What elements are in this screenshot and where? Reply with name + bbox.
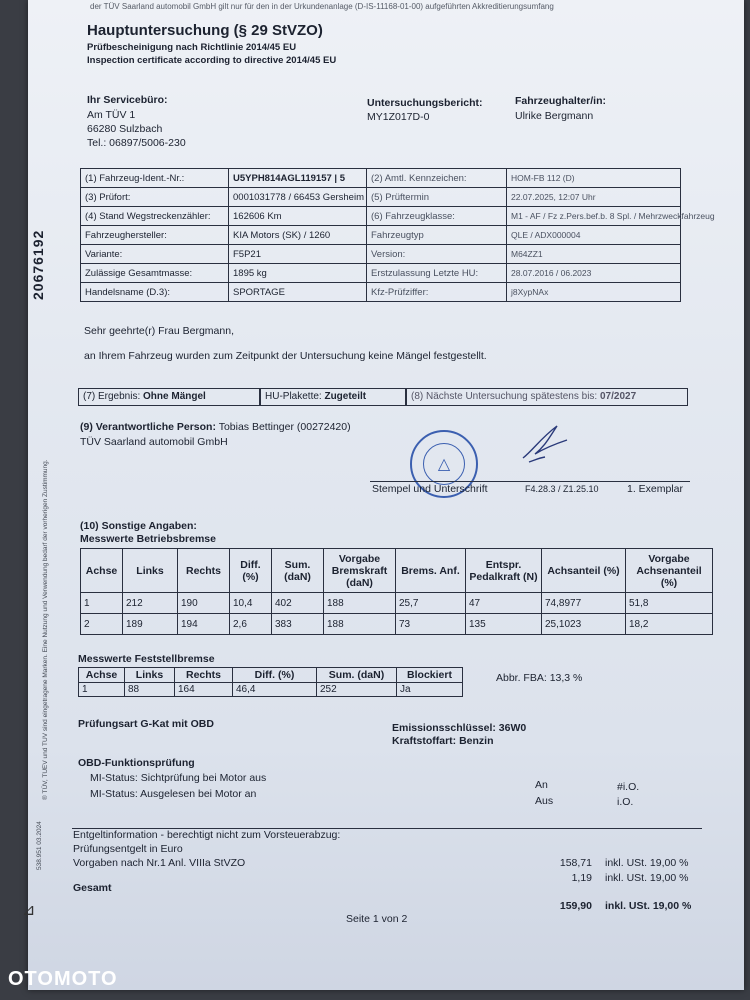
vehicle-field-value: HOM-FB 112 (D) [507,169,681,188]
parking-column-header: Links [125,668,175,683]
vehicle-field-value: j8XypNAx [507,283,681,302]
obd-heading: OBD-Funktionsprüfung [78,757,195,769]
brake-cell: 74,8977 [542,593,626,614]
vehicle-field-value: 22.07.2025, 12:07 Uhr [507,188,681,207]
vehicle-field-label: (2) Amtl. Kennzeichen: [367,169,507,188]
copy-number: 1. Exemplar [627,483,684,495]
vehicle-field-value: 0001031778 / 66453 Gersheim [229,188,367,207]
total-amount: 159,90 [559,900,592,912]
vehicle-info-row [81,207,681,226]
vehicle-field-label: Variante: [81,245,229,264]
vehicle-field-value: U5YPH814AGL119157 | 5 [229,169,367,188]
vehicle-field-value: 28.07.2016 / 06.2023 [507,264,681,283]
brake-cell: 190 [178,593,230,614]
responsible-person [80,421,351,433]
brake-cell: 18,2 [626,614,713,635]
parking-column-header: Diff. (%) [233,668,317,683]
vehicle-field-value: QLE / ADX000004 [507,226,681,245]
vehicle-field-label: Kfz-Prüfziffer: [367,283,507,302]
vehicle-info-row [81,226,681,245]
report-number: MY1Z017D-0 [367,111,430,123]
total-label: Gesamt [73,882,112,894]
vehicle-field-label: Erstzulassung Letzte HU: [367,264,507,283]
brake-column-header: Brems. Anf. [396,549,466,593]
brake-cell: 212 [123,593,178,614]
document-number: 20676192 [30,229,46,300]
fee-info: Entgeltinformation - berechtigt nicht zum Vorsteuerabzug: [73,829,341,841]
vehicle-field-value: M1 - AF / Fz z.Pers.bef.b. 8 Spl. / Mehrzweckfahrzeug [507,207,681,226]
parking-cell: 1 [79,683,125,697]
obd-state-2: Aus [535,795,554,807]
fee-label: Prüfungsentgelt in Euro [73,843,183,855]
obd-result-2: i.O. [617,796,634,808]
trademark-note: ® TÜV, TUEV und TUV sind eingetragene Marken. Eine Nutzung und Verwendung bedarf der vorherigen Zustimmung. [42,459,49,800]
vehicle-field-label: Version: [367,245,507,264]
fee-tax-2: inkl. USt. 19,00 % [605,872,689,884]
parking-cell: 252 [317,683,397,697]
fee-amount-1: 158,71 [559,857,592,869]
brake-cell: 1 [81,593,123,614]
vehicle-field-value: KIA Motors (SK) / 1260 [229,226,367,245]
vehicle-field-value: 162606 Km [229,207,367,226]
stamp-signature-label: Stempel und Unterschrift [372,483,488,495]
responsible-org: TÜV Saarland automobil GmbH [80,436,228,448]
document-title: Hauptuntersuchung (§ 29 StVZO) [87,22,323,39]
obd-result-1: #i.O. [617,781,640,793]
brake-column-header: Diff. (%) [230,549,272,593]
vehicle-field-label: Fahrzeughersteller: [81,226,229,245]
accreditation-note: der TÜV Saarland automobil GmbH gilt nur für den in der Urkundenanlage (D-IS-11168-01-00) aufgeführten Akkreditierungsumfang [90,2,554,11]
result-box [78,388,260,406]
brake-cell: 189 [123,614,178,635]
vehicle-field-label: Fahrzeugtyp [367,226,507,245]
stamp-triangle-icon: △ [423,443,465,485]
report-label: Untersuchungsbericht: [367,97,483,109]
parking-table-row [79,683,463,697]
holder-label: Fahrzeughalter/in: [515,95,607,107]
obd-line-2: MI-Status: Ausgelesen bei Motor an [90,788,257,800]
emission-key: Emissionsschlüssel: 36W0 [392,722,527,734]
parking-column-header: Blockiert [397,668,463,683]
brake-table-row [81,614,713,635]
service-brake-heading: Messwerte Betriebsbremse [80,533,216,545]
plakette-label: HU-Plakette: [265,391,322,402]
brake-cell: 188 [324,614,396,635]
brake-cell: 2 [81,614,123,635]
other-info-heading: (10) Sonstige Angaben: [80,520,197,532]
greeting: Sehr geehrte(r) Frau Bergmann, [84,325,234,337]
subtitle-de: Prüfbescheinigung nach Richtlinie 2014/45 EU [87,42,297,53]
page-number: Seite 1 von 2 [346,913,408,925]
tuv-mark-icon: ⊿ [22,902,36,919]
brake-column-header: Achsanteil (%) [542,549,626,593]
parking-column-header: Achse [79,668,125,683]
vehicle-field-label: (5) Prüftermin [367,188,507,207]
brake-column-header: Links [123,549,178,593]
brake-column-header: Rechts [178,549,230,593]
brake-cell: 25,1023 [542,614,626,635]
next-inspection-box [406,388,688,406]
brake-column-header: Vorgabe Bremskraft (daN) [324,549,396,593]
brake-cell: 402 [272,593,324,614]
responsible-name: Tobias Bettinger (00272420) [218,421,351,433]
brake-cell: 383 [272,614,324,635]
parking-column-header: Rechts [175,668,233,683]
brake-cell: 135 [466,614,542,635]
parking-brake-ratio: Abbr. FBA: 13,3 % [496,672,583,684]
result-label: (7) Ergebnis: [83,391,141,402]
parking-cell: 46,4 [233,683,317,697]
total-tax: inkl. USt. 19,00 % [605,900,692,912]
vehicle-field-label: (3) Prüfort: [81,188,229,207]
parking-brake-heading: Messwerte Feststellbremse [78,653,215,665]
brake-cell: 47 [466,593,542,614]
fuel-type: Kraftstoffart: Benzin [392,735,494,747]
form-number: 538.951 03.2024 [36,821,43,870]
brake-table-row [81,593,713,614]
brake-cell: 188 [324,593,396,614]
subtitle-en: Inspection certificate according to directive 2014/45 EU [87,55,337,66]
fee-rule-ref: Vorgaben nach Nr.1 Anl. VIIIa StVZO [73,857,246,869]
obd-state-1: An [535,779,548,791]
brake-column-header: Achse [81,549,123,593]
parking-cell: 88 [125,683,175,697]
plakette-box [260,388,406,406]
brake-cell: 2,6 [230,614,272,635]
form-code: F4.28.3 / Z1.25.10 [525,484,599,494]
vehicle-field-label: (1) Fahrzeug-Ident.-Nr.: [81,169,229,188]
result-statement: an Ihrem Fahrzeug wurden zum Zeitpunkt der Untersuchung keine Mängel festgestellt. [84,350,487,362]
vehicle-field-value: 1895 kg [229,264,367,283]
service-phone: Tel.: 06897/5006-230 [87,137,186,149]
fee-tax-1: inkl. USt. 19,00 % [605,857,689,869]
next-inspection-label: (8) Nächste Untersuchung spätestens bis: [411,391,598,402]
vehicle-field-value: SPORTAGE [229,283,367,302]
vehicle-info-table [80,168,715,302]
service-street: Am TÜV 1 [87,109,136,121]
vehicle-field-value: M64ZZ1 [507,245,681,264]
vehicle-field-label: Handelsname (D.3): [81,283,229,302]
vehicle-info-row [81,264,681,283]
otomoto-watermark: OTOMOTO [8,968,118,990]
signature-rule [370,481,690,482]
brake-cell: 51,8 [626,593,713,614]
brake-column-header: Sum. (daN) [272,549,324,593]
vehicle-field-label: (6) Fahrzeugklasse: [367,207,507,226]
vehicle-field-value: F5P21 [229,245,367,264]
brake-cell: 73 [396,614,466,635]
vehicle-info-row [81,245,681,264]
vehicle-field-label: Zulässige Gesamtmasse: [81,264,229,283]
fee-amount-2: 1,19 [571,872,592,884]
brake-column-header: Entspr. Pedalkraft (N) [466,549,542,593]
vehicle-info-row [81,283,681,302]
next-inspection-value: 07/2027 [600,391,637,402]
parking-cell: 164 [175,683,233,697]
vehicle-info-row [81,188,681,207]
plakette-value: Zugeteilt [324,391,367,402]
parking-column-header: Sum. (daN) [317,668,397,683]
brake-cell: 10,4 [230,593,272,614]
parking-brake-table [78,667,463,697]
obd-line-1: MI-Status: Sichtprüfung bei Motor aus [90,772,267,784]
holder-name: Ulrike Bergmann [515,110,594,122]
service-city: 66280 Sulzbach [87,123,163,135]
result-value: Ohne Mängel [143,391,206,402]
vehicle-field-label: (4) Stand Wegstreckenzähler: [81,207,229,226]
responsible-label: (9) Verantwortliche Person: [80,421,216,433]
test-type: Prüfungsart G-Kat mit OBD [78,718,214,730]
signature [515,420,575,466]
brake-column-header: Vorgabe Achsenanteil (%) [626,549,713,593]
vehicle-info-row [81,169,681,188]
service-office-label: Ihr Servicebüro: [87,94,168,106]
service-brake-table [80,548,713,635]
brake-cell: 25,7 [396,593,466,614]
brake-cell: 194 [178,614,230,635]
parking-cell: Ja [397,683,463,697]
